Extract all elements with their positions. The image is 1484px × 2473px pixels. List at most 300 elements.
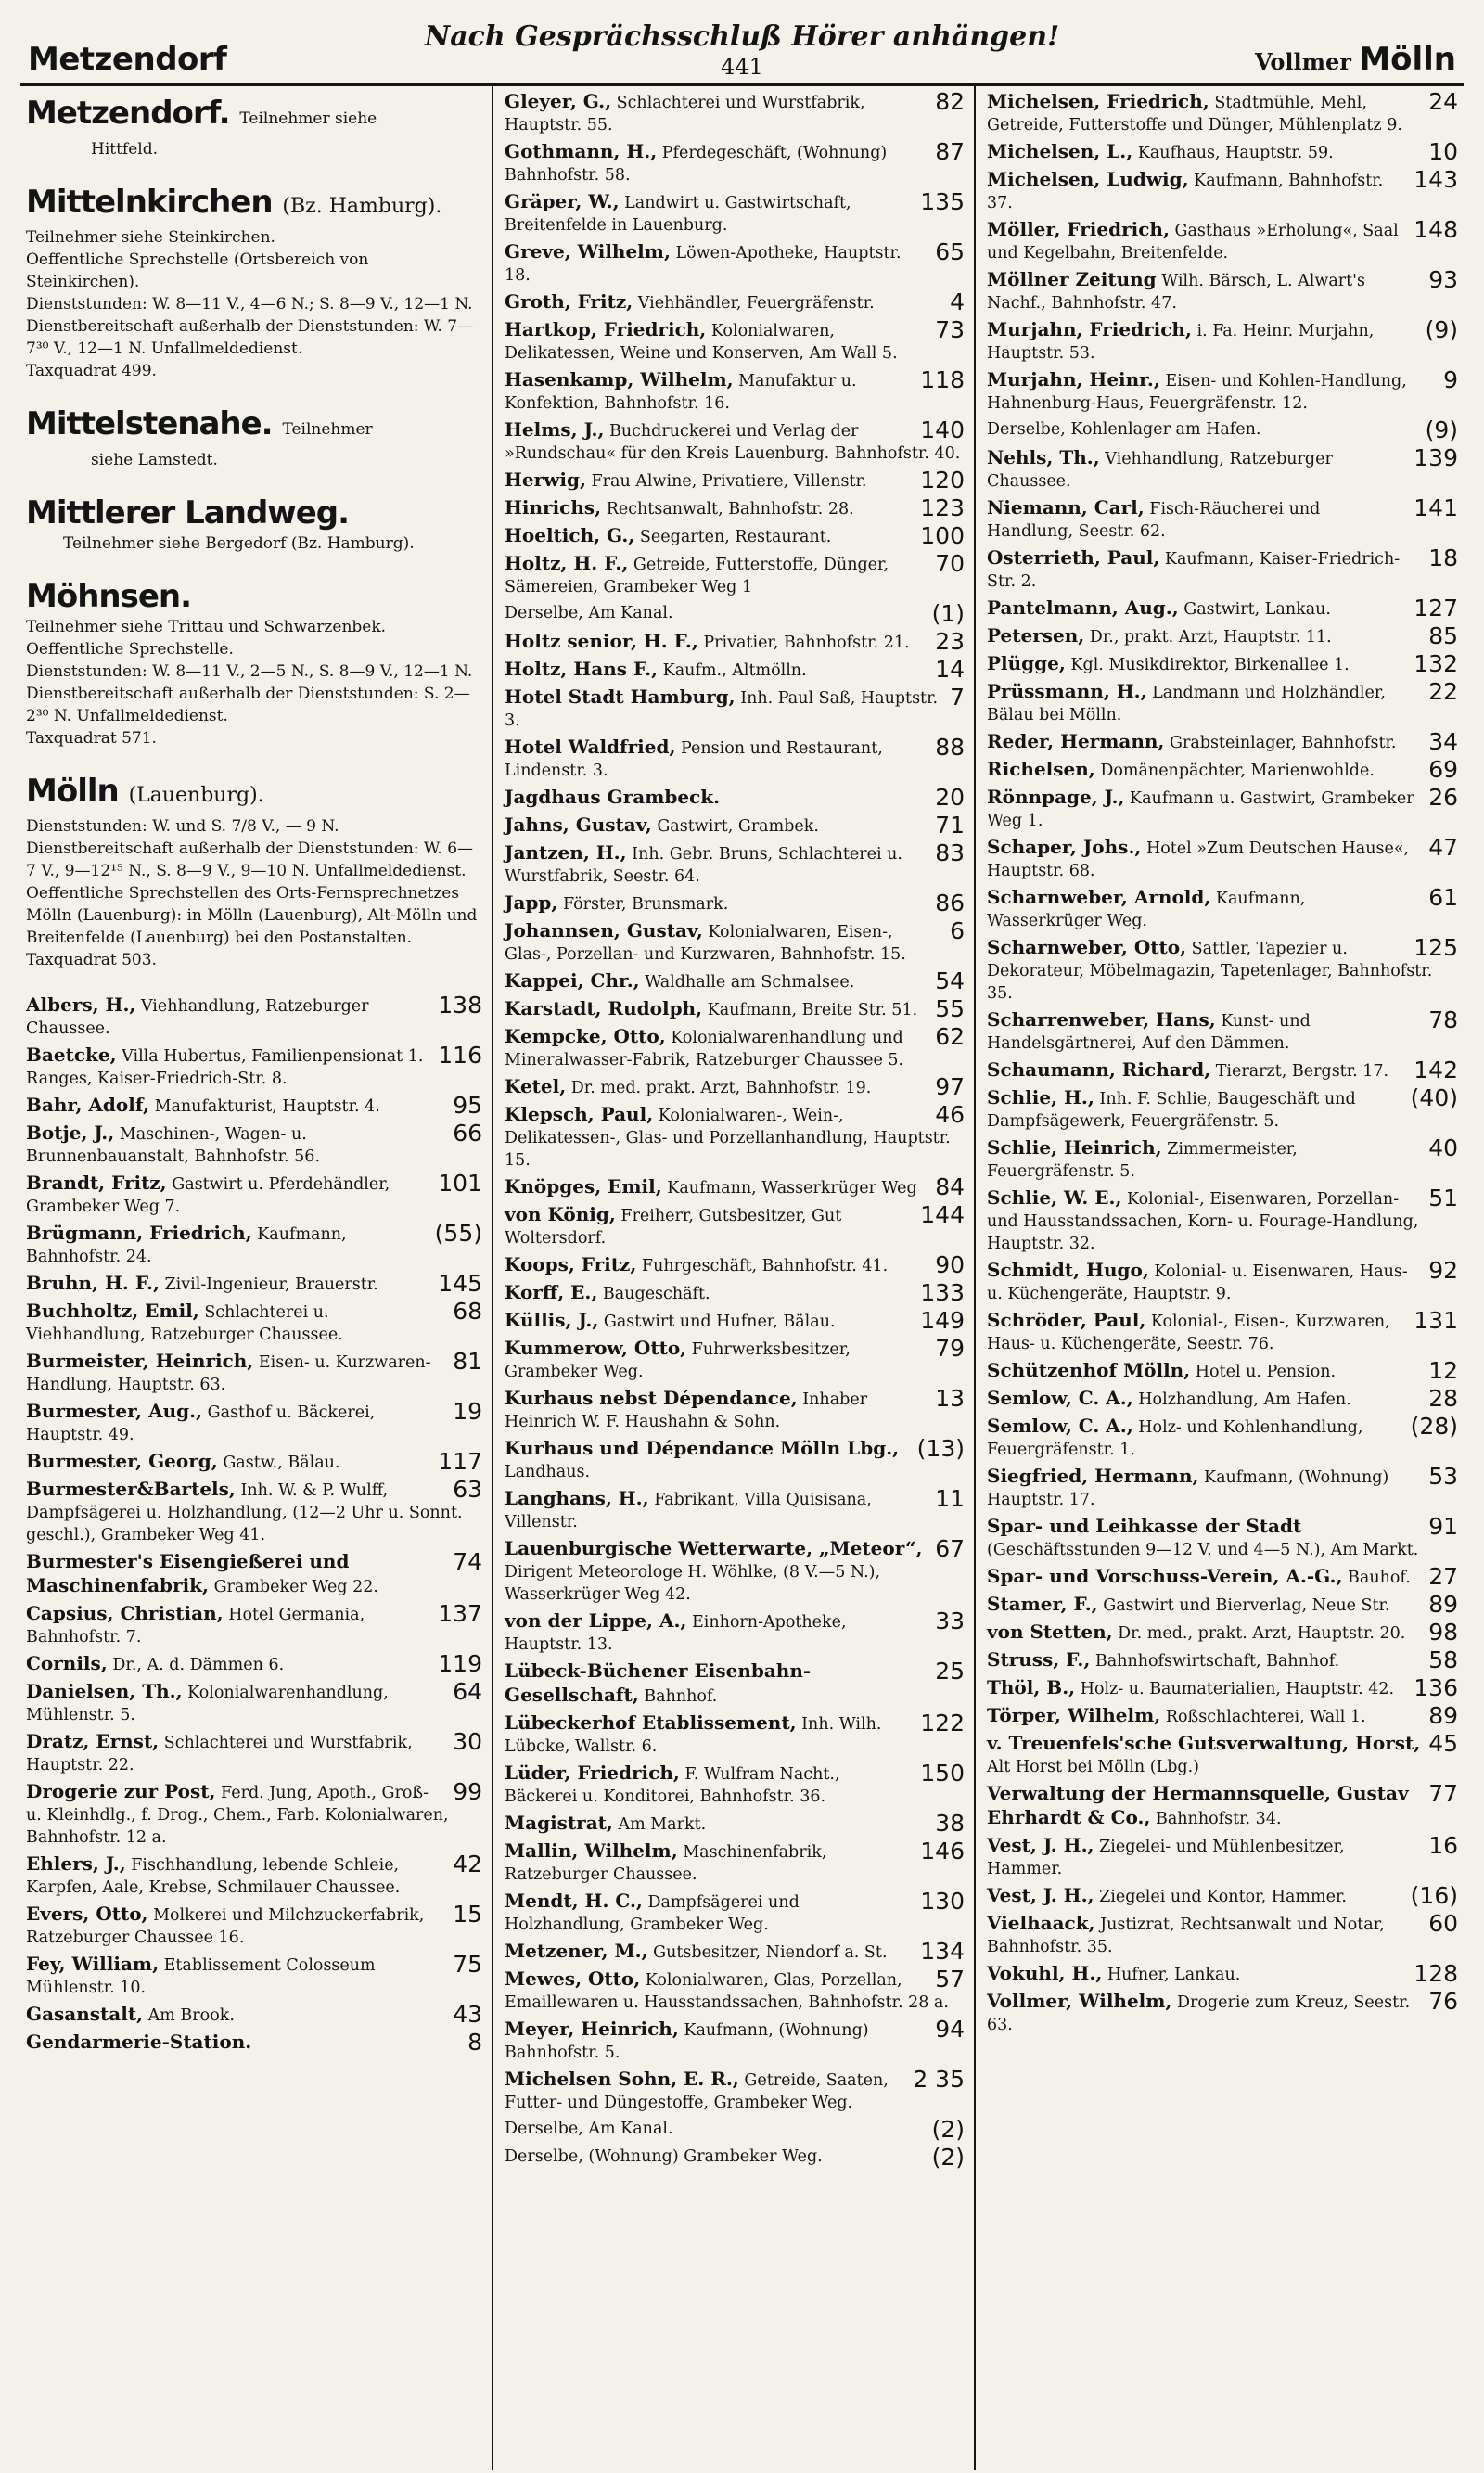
entry-name: Scharrenweber, Hans, <box>987 1008 1216 1031</box>
place-suffix: (Bz. Hamburg). <box>282 195 442 218</box>
directory-entry <box>26 1094 482 1118</box>
entry-description: Fuhrgeschäft, Bahnhofstr. 41. <box>641 1257 889 1275</box>
entry-description: (Geschäftsstunden 9—12 V. und 4—5 N.), Am Markt. <box>987 1541 1419 1559</box>
directory-entry <box>505 190 965 237</box>
entry-number: 94 <box>935 2016 965 2043</box>
entry-description: Gastwirt und Bierverlag, Neue Str. <box>1103 1596 1390 1615</box>
entry-name: Danielsen, Th., <box>26 1680 183 1702</box>
directory-entry <box>987 496 1458 543</box>
entry-description: Buchdruckerei und Verlag der »Rundschau« für den Kreis Lauenburg. Bahnhofstr. 40. <box>505 422 961 463</box>
directory-entry <box>26 1172 482 1218</box>
entry-number: 122 <box>920 1710 965 1736</box>
entry-name: Spar- und Leihkasse der Stadt <box>987 1515 1302 1537</box>
directory-entry <box>505 1203 965 1249</box>
entry-name: Groth, Fritz, <box>505 290 633 313</box>
entry-number: 47 <box>1428 834 1458 861</box>
entry-number: 123 <box>920 494 965 521</box>
directory-entry <box>26 2031 482 2055</box>
entry-name: Vest, J. H., <box>987 1834 1094 1856</box>
entry-name: Möllner Zeitung <box>987 268 1157 290</box>
directory-entry <box>505 786 965 810</box>
entry-number: 58 <box>1428 1647 1458 1673</box>
entry-name: Lübeck-Büchener Eisenbahn-Gesellschaft, <box>505 1659 812 1706</box>
entry-description: Gastwirt, Grambek. <box>657 817 819 836</box>
entry-name: Klepsch, Paul, <box>505 1103 654 1125</box>
entry-number: 33 <box>935 1608 965 1634</box>
directory-entry <box>505 1890 965 1936</box>
entry-name: Burmester's Eisengießerei und Maschinenfabrik, <box>26 1550 350 1596</box>
entry-number: 77 <box>1428 1780 1458 1807</box>
entry-name: Scharnweber, Otto, <box>987 936 1187 958</box>
directory-entry <box>505 496 965 520</box>
entry-name: Bruhn, H. F., <box>26 1272 160 1294</box>
entry-description: Kolonial-, Eisenwaren, Porzellan- und Hausstandssachen, Korn- u. Fourage-Handlung, Hauptstr. 32. <box>987 1190 1419 1253</box>
entry-number: 38 <box>935 1810 965 1837</box>
directory-entry <box>26 1121 482 1168</box>
entry-number: (13) <box>916 1435 965 1462</box>
entry-name: Michelsen, L., <box>987 140 1133 162</box>
place-info-line: Dienststunden: W. 8—11 V., 4—6 N.; S. 8—9 V., 12—1 N. <box>26 295 473 314</box>
entry-number: 6 <box>950 917 965 944</box>
directory-entry <box>26 1852 482 1899</box>
directory-entry <box>987 1359 1458 1383</box>
entry-number: 20 <box>935 784 965 811</box>
entry-description: Manufaktur u. Konfektion, Bahnhofstr. 16. <box>505 372 857 413</box>
entry-number: 140 <box>920 416 965 443</box>
entry-name: Thöl, B., <box>987 1676 1076 1698</box>
directory-entry <box>987 418 1458 442</box>
entry-number: 149 <box>920 1307 965 1334</box>
place-section <box>26 94 482 160</box>
entry-description: Domänenpächter, Marienwohlde. <box>1100 762 1375 780</box>
directory-entry <box>505 2018 965 2064</box>
entry-description: Seegarten, Restaurant. <box>639 528 832 546</box>
entry-description: Pension und Restaurant, Lindenstr. 3. <box>505 739 883 780</box>
entry-number: 16 <box>1428 1832 1458 1859</box>
directory-entry <box>505 602 965 626</box>
entry-number: 69 <box>1428 756 1458 783</box>
entry-description: Grambeker Weg 22. <box>213 1578 378 1596</box>
entry-number: 10 <box>1428 138 1458 165</box>
entry-description: Getreide, Saaten, Futter- und Düngestoffe, Grambeker Weg. <box>505 2071 889 2112</box>
place-info-line: Dienstbereitschaft außerhalb der Dienststunden: W. 6—7 V., 9—12¹⁵ N., S. 8—9 V., 9—10 N. Unfallmeldedienst. <box>26 839 474 880</box>
entry-name: Mendt, H. C., <box>505 1890 643 1912</box>
entry-number: 148 <box>1414 216 1458 243</box>
directory-entry <box>26 1478 482 1546</box>
directory-entry <box>26 1450 482 1474</box>
column-2-entries <box>505 90 965 2170</box>
directory-entry <box>505 1387 965 1433</box>
place-info-line: Dienstbereitschaft außerhalb der Dienststunden: W. 7—7³⁰ V., 12—1 N. Unfallmeldedienst. <box>26 317 474 358</box>
entry-number: 141 <box>1414 494 1458 521</box>
place-title: Metzendorf. <box>26 95 230 132</box>
directory-entry <box>987 1704 1458 1728</box>
header-left-keyword: Metzendorf <box>28 41 227 78</box>
directory-entry <box>987 836 1458 882</box>
entry-description: Kolonialwarenhandlung und Mineralwasser-Fabrik, Ratzeburger Chaussee 5. <box>505 1029 904 1070</box>
entry-description: Justizrat, Rechtsanwalt und Notar, Bahnhofstr. 35. <box>987 1916 1385 1956</box>
entry-description: Gasthof u. Bäckerei, Hauptstr. 49. <box>26 1403 376 1444</box>
entry-name: Albers, H., <box>26 993 136 1016</box>
directory-entry <box>505 468 965 493</box>
entry-description: Maschinen-, Wagen- u. Brunnenbauanstalt, Bahnhofstr. 56. <box>26 1125 321 1166</box>
entry-number: 74 <box>453 1548 482 1575</box>
entry-description: Gastwirt, Lankau. <box>1183 600 1331 619</box>
place-info-line: Oeffentliche Sprechstelle. <box>26 640 234 659</box>
entry-name: Scharnweber, Arnold, <box>987 886 1211 908</box>
entry-name: von der Lippe, A., <box>505 1609 687 1632</box>
directory-entry <box>505 1487 965 1533</box>
entry-description: Kaufm., Altmölln. <box>662 661 807 680</box>
directory-entry <box>987 1732 1458 1778</box>
entry-number: 46 <box>935 1101 965 1128</box>
entry-number: 54 <box>935 967 965 994</box>
entry-name: Magistrat, <box>505 1812 613 1834</box>
entry-name: Capsius, Christian, <box>26 1602 224 1624</box>
entry-name: Spar- und Vorschuss-Verein, A.-G., <box>987 1565 1343 1587</box>
entry-number: 23 <box>935 628 965 655</box>
entry-description: Kaufmann, (Wohnung) Hauptstr. 17. <box>987 1468 1389 1509</box>
entry-number: 118 <box>920 366 965 393</box>
entry-number: 68 <box>453 1298 482 1325</box>
entry-description: Kolonialwaren, Glas, Porzellan, Emaillewaren u. Hausstandssachen, Bahnhofstr. 28 a. <box>505 1971 949 2012</box>
header-right-big: Mölln <box>1359 41 1456 78</box>
page-number: 441 <box>721 54 763 80</box>
entry-number: 75 <box>453 1951 482 1978</box>
directory-entry <box>987 1387 1458 1411</box>
entry-name: Holtz, H. F., <box>505 552 629 574</box>
entry-number: 145 <box>438 1270 482 1297</box>
place-info-line: Dienststunden: W. und S. 7/8 V., — 9 N. <box>26 817 339 836</box>
place-info-line: Dienstbereitschaft außerhalb der Dienststunden: S. 2—2³⁰ N. Unfallmeldedienst. <box>26 685 470 725</box>
column-1-entries <box>26 993 482 2055</box>
entry-description: Kaufmann, Kaiser-Friedrich-Str. 2. <box>987 550 1401 591</box>
directory-entry <box>505 1025 965 1071</box>
directory-entry <box>987 786 1458 832</box>
entry-name: Schlie, Heinrich, <box>987 1136 1162 1159</box>
entry-description: Gastwirt u. Pferdehändler, Grambeker Weg 7. <box>26 1175 390 1216</box>
entry-number: 134 <box>920 1938 965 1965</box>
entry-description: Drogerie zum Kreuz, Seestr. 63. <box>987 1993 1411 2034</box>
entry-name: Schlie, W. E., <box>987 1186 1122 1209</box>
entry-description: Inhaber Heinrich W. F. Haushahn & Sohn. <box>505 1390 868 1431</box>
entry-name: Burmeister, Heinrich, <box>26 1350 254 1372</box>
entry-description: Viehhandlung, Ratzeburger Chaussee. <box>987 450 1333 491</box>
entry-description: Am Brook. <box>147 2006 235 2025</box>
entry-name: Hoeltich, G., <box>505 524 635 546</box>
entry-description: Dr. med., prakt. Arzt, Hauptstr. 20. <box>1118 1624 1406 1643</box>
entry-name: Drogerie zur Post, <box>26 1780 216 1802</box>
directory-entry <box>987 546 1458 593</box>
entry-description: Hufner, Lankau. <box>1107 1966 1241 1984</box>
entry-name: Michelsen, Ludwig, <box>987 168 1189 190</box>
entry-description: Gasthaus »Erholung«, Saal und Kegelbahn, Breitenfelde. <box>987 222 1399 263</box>
entry-number: 67 <box>935 1535 965 1562</box>
entry-number: 42 <box>453 1851 482 1877</box>
place-suffix: (Lauenburg). <box>128 784 264 807</box>
entry-number: 143 <box>1414 166 1458 193</box>
column-1 <box>20 86 493 2470</box>
entry-number: 139 <box>1414 444 1458 471</box>
directory-entry <box>987 680 1458 726</box>
entry-name: Schaper, Johs., <box>987 836 1142 858</box>
entry-number: 9 <box>1443 366 1458 393</box>
directory-entry <box>505 891 965 916</box>
entry-number: 24 <box>1428 88 1458 115</box>
entry-name: Küllis, J., <box>505 1309 599 1331</box>
entry-description: Stadtmühle, Mehl, Getreide, Futterstoffe und Dünger, Mühlenplatz 9. <box>987 94 1402 135</box>
entry-number: 45 <box>1428 1730 1458 1757</box>
directory-entry <box>505 552 965 598</box>
directory-entry <box>26 1652 482 1676</box>
entry-description: Hotel »Zum Deutschen Hause«, Hauptstr. 68. <box>987 839 1410 880</box>
entry-description: Dr. med. prakt. Arzt, Bahnhofstr. 19. <box>570 1079 872 1097</box>
directory-entry <box>987 1465 1458 1511</box>
entry-description: Landmann und Holzhändler, Bälau bei Mölln. <box>987 684 1386 724</box>
directory-entry <box>987 936 1458 1005</box>
entry-description: Kaufmann, Bahnhofstr. 24. <box>26 1225 347 1266</box>
entry-name: Brandt, Fritz, <box>26 1172 167 1194</box>
directory-entry <box>505 90 965 136</box>
directory-entry <box>505 630 965 654</box>
entry-name: Vollmer, Wilhelm, <box>987 1990 1172 2012</box>
entry-name: Schröder, Paul, <box>987 1309 1146 1331</box>
directory-entry <box>26 2003 482 2027</box>
entry-number: (9) <box>1425 416 1458 443</box>
entry-number: 64 <box>453 1678 482 1705</box>
entry-description: Viehhandlung, Ratzeburger Chaussee. <box>26 997 369 1038</box>
directory-entry <box>505 1309 965 1333</box>
entry-name: Gothmann, H., <box>505 140 658 162</box>
place-name <box>26 94 482 138</box>
entry-number: 8 <box>467 2029 482 2056</box>
entry-description: Gastw., Bälau. <box>223 1454 340 1472</box>
column-2 <box>493 86 976 2470</box>
entry-description: Waldhalle am Schmalsee. <box>645 973 855 992</box>
directory-entry <box>505 1967 965 2014</box>
entry-name: Stamer, F., <box>987 1593 1098 1615</box>
entry-number: 101 <box>438 1170 482 1197</box>
entry-name: Baetcke, <box>26 1044 117 1066</box>
directory-entry <box>26 1602 482 1648</box>
directory-entry <box>987 730 1458 754</box>
directory-entry <box>987 1962 1458 1986</box>
entry-name: Möller, Friedrich, <box>987 218 1170 240</box>
directory-entry <box>987 624 1458 648</box>
entry-number: 27 <box>1428 1563 1458 1590</box>
directory-entry <box>987 1676 1458 1700</box>
entry-name: von König, <box>505 1203 616 1225</box>
entry-number: (2) <box>931 2144 965 2171</box>
entry-number: 116 <box>438 1042 482 1069</box>
entry-number: 76 <box>1428 1988 1458 2015</box>
place-info-line: Taxquadrat 571. <box>26 729 157 748</box>
entry-name: Vielhaack, <box>987 1912 1095 1934</box>
entry-name: Holtz, Hans F., <box>505 658 659 680</box>
entry-number: 90 <box>935 1251 965 1278</box>
entry-description: Sattler, Tapezier u. Dekorateur, Möbelmagazin, Tapetenlager, Bahnhofstr. 35. <box>987 940 1433 1003</box>
entry-description: Rechtsanwalt, Bahnhofstr. 28. <box>606 500 854 519</box>
entry-description: Ferd. Jung, Apoth., Groß- u. Kleinhdlg., f. Drog., Chem., Farb. Kolonialwaren, Bahnhofstr. 12 a. <box>26 1784 449 1847</box>
entry-number: 82 <box>935 88 965 115</box>
directory-entry <box>505 1659 965 1708</box>
place-name <box>26 183 482 226</box>
entry-description: Maschinenfabrik, Ratzeburger Chaussee. <box>505 1843 827 1884</box>
entry-description: Derselbe, Am Kanal. <box>505 604 673 622</box>
directory-entry <box>987 318 1458 365</box>
entry-number: 100 <box>920 522 965 549</box>
entry-number: 136 <box>1414 1674 1458 1701</box>
entry-description: Schlachterei u. Viehhandlung, Ratzeburger Chaussee. <box>26 1303 343 1344</box>
entry-number: 142 <box>1414 1057 1458 1083</box>
entry-description: Alt Horst bei Mölln (Lbg.) <box>987 1758 1200 1776</box>
entry-description: Fischhandlung, lebende Schleie, Karpfen, Aale, Krebse, Schmilauer Chaussee. <box>26 1856 401 1897</box>
entry-name: Brügmann, Friedrich, <box>26 1222 252 1244</box>
entry-number: 78 <box>1428 1006 1458 1033</box>
entry-name: Struss, F., <box>987 1648 1091 1671</box>
entry-description: Getreide, Futterstoffe, Dünger, Sämereien, Grambeker Weg 1 <box>505 556 889 596</box>
entry-name: Botje, J., <box>26 1121 115 1144</box>
entry-description: Privatier, Bahnhofstr. 21. <box>703 634 910 652</box>
entry-description: Manufakturist, Hauptstr. 4. <box>154 1097 380 1116</box>
entry-name: Japp, <box>505 891 558 914</box>
entry-name: Gendarmerie-Station. <box>26 2031 252 2053</box>
directory-entry <box>505 1839 965 1886</box>
entry-number: 135 <box>920 188 965 215</box>
directory-entry <box>987 1058 1458 1083</box>
entry-number: (1) <box>931 600 965 627</box>
entry-name: Gleyer, G., <box>505 90 612 112</box>
entry-number: 99 <box>453 1778 482 1805</box>
entry-description: Grabsteinlager, Bahnhofstr. <box>1169 734 1397 752</box>
entry-description: Etablissement Colosseum Mühlenstr. 10. <box>26 1956 376 1997</box>
place-info-line: siehe Lamstedt. <box>91 451 218 469</box>
entry-description: Inh. W. & P. Wulff, Dampfsägerei u. Holzhandlung, (12—2 Uhr u. Sonnt. geschl.), Grambeker Weg 41. <box>26 1481 463 1544</box>
directory-entry <box>505 524 965 548</box>
entry-number: 65 <box>935 238 965 265</box>
directory-entry <box>987 1136 1458 1183</box>
entry-number: 28 <box>1428 1385 1458 1412</box>
entry-number: 11 <box>935 1485 965 1512</box>
entry-description: Kaufmann, Bahnhofstr. 37. <box>987 172 1384 212</box>
place-section <box>26 772 482 971</box>
entry-description: F. Wulfram Nacht., Bäckerei u. Konditorei, Bahnhofstr. 36. <box>505 1765 840 1806</box>
directory-entry <box>26 1300 482 1346</box>
entry-name: Kummerow, Otto, <box>505 1337 687 1359</box>
entry-number: 63 <box>453 1476 482 1503</box>
entry-description: Landhaus. <box>505 1463 591 1481</box>
place-title: Möhnsen. <box>26 578 192 615</box>
place-name <box>26 577 482 616</box>
entry-description: Freiherr, Gutsbesitzer, Gut Woltersdorf. <box>505 1207 842 1248</box>
entry-name: Bahr, Adolf, <box>26 1094 149 1116</box>
entry-number: 97 <box>935 1073 965 1100</box>
entry-description: Dr., A. d. Dämmen 6. <box>112 1656 285 1674</box>
place-info-line: Dienststunden: W. 8—11 V., 2—5 N., S. 8—9 V., 12—1 N. <box>26 662 473 681</box>
entry-name: Pantelmann, Aug., <box>987 596 1179 619</box>
place-section <box>26 404 482 471</box>
entry-number: 34 <box>1428 728 1458 755</box>
entry-description: Frau Alwine, Privatiere, Villenstr. <box>591 472 867 491</box>
entry-number: 130 <box>920 1888 965 1915</box>
entry-number: (40) <box>1410 1084 1458 1111</box>
directory-entry <box>505 1537 965 1606</box>
entry-description: Holz- u. Baumaterialien, Hauptstr. 42. <box>1080 1680 1395 1698</box>
directory-entry <box>987 168 1458 214</box>
entry-name: Hinrichs, <box>505 496 602 519</box>
entry-description: Holz- und Kohlenhandlung, Feuergräfenstr. 1. <box>987 1418 1363 1459</box>
entry-name: Verwaltung der Hermannsquelle, Gustav Ehrhardt & Co., <box>987 1782 1409 1828</box>
entry-name: v. Treuenfels'sche Gutsverwaltung, Horst, <box>987 1732 1421 1754</box>
entry-description: Löwen-Apotheke, Hauptstr. 18. <box>505 244 902 285</box>
entry-number: 61 <box>1428 884 1458 911</box>
entry-description: Kunst- und Handelsgärtnerei, Auf den Dämmen. <box>987 1012 1311 1053</box>
entry-description: Kolonialwaren-, Wein-, Delikatessen-, Glas- und Porzellanhandlung, Hauptstr. 15. <box>505 1107 951 1170</box>
directory-entry <box>505 1281 965 1305</box>
directory-entry <box>987 90 1458 136</box>
directory-entry <box>987 1415 1458 1461</box>
directory-entry <box>987 1186 1458 1255</box>
directory-entry <box>505 290 965 314</box>
directory-entry <box>987 1782 1458 1830</box>
entry-name: Gräper, W., <box>505 190 620 212</box>
place-title: Mittelnkirchen <box>26 184 273 221</box>
entry-number: 15 <box>453 1901 482 1928</box>
entry-name: von Stetten, <box>987 1621 1113 1643</box>
directory-entry <box>26 1730 482 1776</box>
entry-number: 83 <box>935 839 965 866</box>
place-info-line: Oeffentliche Sprechstelle (Ortsbereich von Steinkirchen). <box>26 250 369 291</box>
entry-description: Holzhandlung, Am Hafen. <box>1138 1390 1351 1409</box>
entry-number: 43 <box>453 2001 482 2028</box>
entry-description: Fuhrwerksbesitzer, Grambeker Weg. <box>505 1340 851 1381</box>
entry-name: Dratz, Ernst, <box>26 1730 160 1752</box>
entry-name: Greve, Wilhelm, <box>505 240 671 263</box>
entry-name: Karstadt, Rudolph, <box>505 997 703 1019</box>
entry-name: Gasanstalt, <box>26 2003 144 2025</box>
entry-description: Pferdegeschäft, (Wohnung) Bahnhofstr. 58. <box>505 144 888 185</box>
entry-number: 73 <box>935 316 965 343</box>
entry-name: Michelsen, Friedrich, <box>987 90 1209 112</box>
entry-name: Schlie, H., <box>987 1086 1094 1108</box>
directory-entry <box>987 140 1458 164</box>
entry-number: 125 <box>1414 934 1458 961</box>
entry-description: Dampfsägerei und Holzhandlung, Grambeker Weg. <box>505 1893 800 1934</box>
entry-description: Fabrikant, Villa Quisisana, Villenstr. <box>505 1491 872 1531</box>
entry-name: Semlow, C. A., <box>987 1387 1133 1409</box>
entry-description: Villa Hubertus, Familienpensionat 1. Ranges, Kaiser-Friedrich-Str. 8. <box>26 1047 424 1088</box>
entry-description: Kolonial- u. Eisenwaren, Haus- u. Küchengeräte, Hauptstr. 9. <box>987 1262 1408 1303</box>
entry-number: 98 <box>1428 1619 1458 1646</box>
entry-description: Inh. Gebr. Bruns, Schlachterei u. Wurstfabrik, Seestr. 64. <box>505 845 902 886</box>
entry-number: 70 <box>935 550 965 577</box>
place-note: Teilnehmer <box>282 420 373 439</box>
entry-number: 91 <box>1428 1513 1458 1540</box>
entry-name: Schaumann, Richard, <box>987 1058 1211 1081</box>
directory-entry <box>505 368 965 415</box>
entry-description: Dirigent Meteorologe H. Wöhlke, (8 V.—5 N.), Wasserkrüger Weg 42. <box>505 1563 881 1604</box>
entry-name: Reder, Hermann, <box>987 730 1165 752</box>
entry-name: Jahns, Gustav, <box>505 814 652 836</box>
place-info-line: Teilnehmer siehe Bergedorf (Bz. Hamburg). <box>63 534 415 553</box>
entry-number: 132 <box>1414 650 1458 677</box>
directory-entry <box>505 919 965 966</box>
entry-number: 86 <box>935 890 965 916</box>
entry-name: Mewes, Otto, <box>505 1967 641 1990</box>
place-title: Mittlerer Landweg. <box>26 494 350 532</box>
entry-name: Jagdhaus Grambeck. <box>505 786 721 808</box>
column-3 <box>976 86 1464 2470</box>
